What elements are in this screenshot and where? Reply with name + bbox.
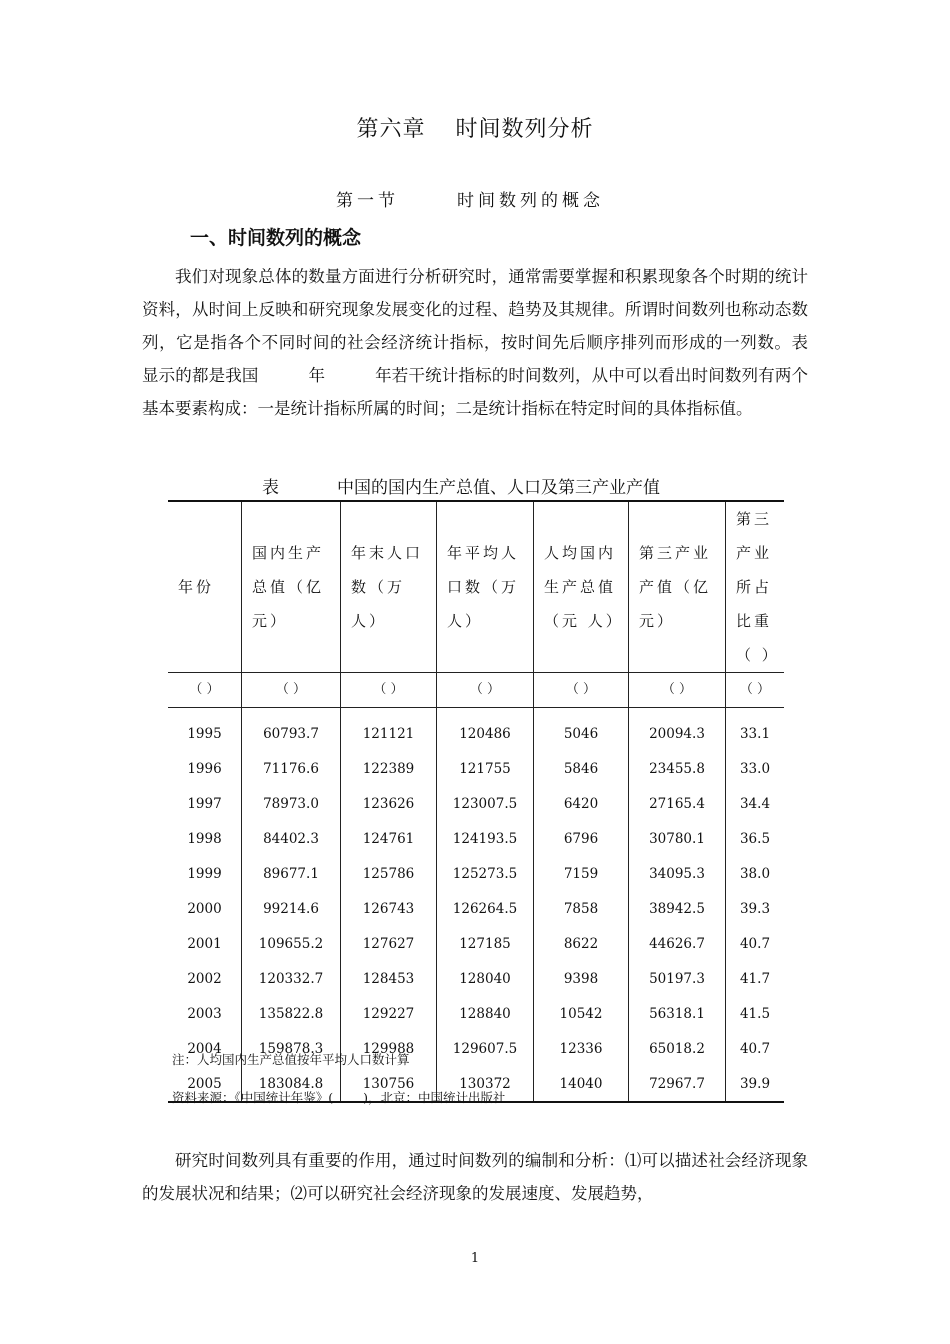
table-cell: 2000 bbox=[168, 891, 242, 926]
table-cell: 36.5 bbox=[739, 830, 771, 847]
table-cell: 33.0 bbox=[739, 760, 771, 777]
table-cell: 124193.5 bbox=[437, 821, 534, 856]
table-cell: 34095.3 bbox=[629, 856, 726, 891]
table-cell: 60793.7 bbox=[242, 708, 341, 752]
table-cell: 127185 bbox=[437, 926, 534, 961]
table-cell: 72967.7 bbox=[629, 1066, 726, 1102]
data-table bbox=[168, 500, 784, 1103]
table-cell: 1999 bbox=[168, 856, 242, 891]
table-cell: 2003 bbox=[168, 996, 242, 1031]
header-tertiary-output: 第三产业产值（亿元） bbox=[629, 501, 726, 673]
table-row bbox=[168, 786, 784, 821]
table-cell: 2002 bbox=[168, 961, 242, 996]
table-cell: 33.1 bbox=[739, 725, 771, 742]
table-cell: 10542 bbox=[534, 996, 629, 1031]
header-year-end-population: 年末人口数（万人） bbox=[341, 501, 437, 673]
chapter-title bbox=[0, 112, 950, 143]
table-cell: 183084.8 bbox=[242, 1066, 341, 1102]
table-cell: 12336 bbox=[534, 1031, 629, 1066]
table-cell: 5846 bbox=[534, 751, 629, 786]
table-cell: 50197.3 bbox=[629, 961, 726, 996]
unit-cell: （ ） bbox=[437, 673, 534, 708]
table-caption bbox=[262, 473, 660, 498]
unit-cell: （ ） bbox=[168, 673, 242, 708]
table-cell: 14040 bbox=[534, 1066, 629, 1102]
table-cell: 126743 bbox=[341, 891, 437, 926]
table-cell: 6796 bbox=[534, 821, 629, 856]
table-cell: 1996 bbox=[168, 751, 242, 786]
table-cell: 128840 bbox=[437, 996, 534, 1031]
table-cell: 40.7 bbox=[739, 935, 771, 952]
table-cell: 39.9 bbox=[726, 1066, 785, 1102]
table-cell: 1998 bbox=[168, 821, 242, 856]
table-row bbox=[168, 891, 784, 926]
table-cell: 27165.4 bbox=[629, 786, 726, 821]
header-gdp: 国内生产总值（亿元） bbox=[242, 501, 341, 673]
table-cell: 89677.1 bbox=[242, 856, 341, 891]
table-cell: 84402.3 bbox=[242, 821, 341, 856]
table-row bbox=[168, 996, 784, 1031]
table-row bbox=[168, 926, 784, 961]
table-row bbox=[168, 708, 784, 752]
table-cell: 126264.5 bbox=[437, 891, 534, 926]
table-cell: 44626.7 bbox=[629, 926, 726, 961]
table-cell: 41.5 bbox=[739, 1005, 771, 1022]
table-cell: 123007.5 bbox=[437, 786, 534, 821]
table-source bbox=[172, 1088, 506, 1106]
paragraph-importance: 研究时间数列具有重要的作用，通过时间数列的编制和分析：⑴可以描述社会经济现象的发展状况和结果；⑵可以研究社会经济现象的发展速度、发展趋势， bbox=[142, 1151, 808, 1203]
table-cell: 121121 bbox=[341, 708, 437, 752]
table-cell: 23455.8 bbox=[629, 751, 726, 786]
table-cell: 124761 bbox=[341, 821, 437, 856]
table-cell: 9398 bbox=[534, 961, 629, 996]
table-cell: 109655.2 bbox=[242, 926, 341, 961]
table-cell: 128453 bbox=[341, 961, 437, 996]
table-caption-prefix: 表 bbox=[262, 478, 279, 498]
table-cell: 1997 bbox=[168, 786, 242, 821]
table-cell: 130756 bbox=[341, 1066, 437, 1102]
unit-cell: （ ） bbox=[534, 673, 629, 708]
table-unit-row bbox=[168, 673, 784, 708]
header-year: 年份 bbox=[168, 501, 242, 673]
unit-cell: （ ） bbox=[629, 673, 726, 708]
table-cell: 130372 bbox=[437, 1066, 534, 1102]
table-body bbox=[168, 708, 784, 1103]
section-name: 时间数列的概念 bbox=[457, 191, 604, 211]
table-cell: 125786 bbox=[341, 856, 437, 891]
table-cell: 41.7 bbox=[739, 970, 771, 987]
unit-cell: （ ） bbox=[726, 673, 785, 708]
table-cell: 78973.0 bbox=[242, 786, 341, 821]
table-cell: 7858 bbox=[534, 891, 629, 926]
table-cell: 71176.6 bbox=[242, 751, 341, 786]
table-row bbox=[168, 821, 784, 856]
paragraph-intro: 我们对现象总体的数量方面进行分析研究时，通常需要掌握和积累现象各个时期的统计资料，从时间上反映和研究现象发展变化的过程、趋势及其规律。所谓时间数列也称动态数列，它是指各个不同时间的社会经济统计指标，按时间先后顺序排列而形成的一列数。表 显示的都是我国 年 年若干统计指标的时间数列，从中可以看出时间数列有两个基本要素构成：一是统计指标所属的时间；二是统计指标在特定时间的具体指标值。 bbox=[142, 267, 841, 418]
table-cell: 30780.1 bbox=[629, 821, 726, 856]
unit-cell: （ ） bbox=[341, 673, 437, 708]
table-cell: 5046 bbox=[534, 708, 629, 752]
table-cell: 159878.3 bbox=[242, 1031, 341, 1066]
table-cell: 8622 bbox=[534, 926, 629, 961]
table-caption-text: 中国的国内生产总值、人口及第三产业产值 bbox=[337, 478, 660, 498]
table-cell: 7159 bbox=[534, 856, 629, 891]
source-suffix: )，北京：中国统计出版社 bbox=[363, 1090, 506, 1105]
table-cell: 1995 bbox=[168, 708, 242, 752]
table-cell: 56318.1 bbox=[629, 996, 726, 1031]
table-cell: 120486 bbox=[437, 708, 534, 752]
table-row bbox=[168, 961, 784, 996]
unit-cell: （ ） bbox=[242, 673, 341, 708]
table-note: 注：人均国内生产总值按年平均人口数计算 bbox=[172, 1052, 410, 1067]
header-per-capita-gdp: 人均国内生产总值（元 人） bbox=[534, 501, 629, 673]
table-cell: 128040 bbox=[437, 961, 534, 996]
table-header-row bbox=[168, 501, 784, 673]
chapter-name: 时间数列分析 bbox=[455, 117, 594, 142]
header-tertiary-share: 第三产业所占比重（ ） bbox=[726, 501, 785, 673]
table-cell: 99214.6 bbox=[242, 891, 341, 926]
section-title bbox=[336, 186, 604, 211]
table-row bbox=[168, 751, 784, 786]
table-cell: 39.3 bbox=[739, 900, 771, 917]
table-cell: 2004 bbox=[168, 1031, 242, 1066]
table-cell: 6420 bbox=[534, 786, 629, 821]
chapter-label: 第六章 bbox=[356, 117, 426, 142]
sub-heading: 一、时间数列的概念 bbox=[190, 227, 362, 249]
page-number: 1 bbox=[470, 1251, 480, 1266]
source-prefix: 资料来源：《中国统计年鉴》( bbox=[172, 1090, 334, 1105]
table-cell: 40.7 bbox=[739, 1040, 771, 1057]
table-cell: 129988 bbox=[341, 1031, 437, 1066]
table-cell: 129227 bbox=[341, 996, 437, 1031]
table-cell: 135822.8 bbox=[242, 996, 341, 1031]
table-cell: 129607.5 bbox=[437, 1031, 534, 1066]
table-cell: 121755 bbox=[437, 751, 534, 786]
header-average-population: 年平均人口数（万人） bbox=[437, 501, 534, 673]
table-cell: 20094.3 bbox=[629, 708, 726, 752]
table-row bbox=[168, 856, 784, 891]
table-cell: 38942.5 bbox=[629, 891, 726, 926]
table-cell: 127627 bbox=[341, 926, 437, 961]
table-cell: 34.4 bbox=[739, 795, 771, 812]
table-cell: 2005 bbox=[168, 1066, 242, 1102]
table-cell: 125273.5 bbox=[437, 856, 534, 891]
table-cell: 123626 bbox=[341, 786, 437, 821]
table-cell: 122389 bbox=[341, 751, 437, 786]
table-cell: 38.0 bbox=[739, 865, 771, 882]
table-cell: 120332.7 bbox=[242, 961, 341, 996]
table-cell: 2001 bbox=[168, 926, 242, 961]
section-label: 第一节 bbox=[336, 191, 399, 211]
table-cell: 65018.2 bbox=[629, 1031, 726, 1066]
